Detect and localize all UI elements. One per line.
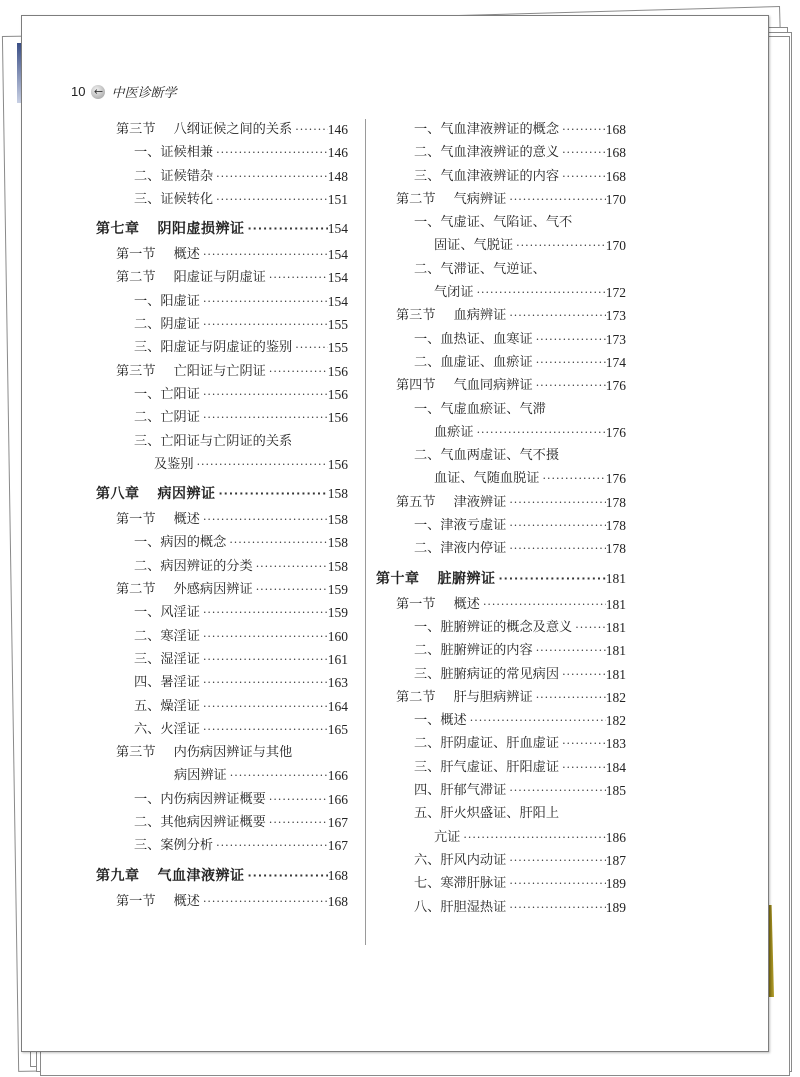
toc-entry-title: 及鉴别 <box>154 456 194 472</box>
toc-entry-item[interactable] <box>96 165 348 188</box>
toc-entry-title: 二、气血两虚证、气不摄 <box>414 448 560 464</box>
toc-page-number: 186 <box>605 829 626 845</box>
toc-entry-title: 一、气血津液辨证的概念 <box>414 122 560 137</box>
dot-leader <box>200 648 328 671</box>
toc-entry-title-text: 气血津液辨证 <box>157 867 245 884</box>
toc-entry-title: 一、脏腑辨证的概念及意义 <box>414 619 573 635</box>
toc-entry-item[interactable] <box>96 188 348 211</box>
dot-leader <box>467 709 606 732</box>
toc-entry-item[interactable] <box>96 290 348 313</box>
toc-entry-item[interactable] <box>376 779 626 802</box>
dot-leader <box>292 336 328 359</box>
dot-leader <box>266 788 328 811</box>
dot-leader <box>200 508 328 531</box>
toc-page-number: 146 <box>327 122 348 137</box>
toc-page-number: 161 <box>327 651 348 667</box>
dot-leader <box>266 360 328 383</box>
toc-entry-cont[interactable] <box>96 453 348 476</box>
toc-page-number: 156 <box>327 386 348 402</box>
toc-entry-title <box>396 304 506 327</box>
toc-entry-title <box>396 374 533 397</box>
toc-entry-item[interactable] <box>376 537 626 560</box>
toc-entry-title: 三、脏腑病证的常见病因 <box>414 666 560 682</box>
dot-leader <box>200 290 328 313</box>
toc-entry-chapter[interactable] <box>376 567 626 591</box>
toc-page-number: 181 <box>605 596 626 612</box>
toc-entry-title: 一、风淫证 <box>134 605 200 621</box>
toc-entry-title: 病因辨证 <box>174 768 227 784</box>
toc-entry-title: 三、案例分析 <box>134 838 214 854</box>
toc-page-number: 154 <box>327 270 348 286</box>
toc-page-number: 185 <box>605 783 626 799</box>
toc-entry-title <box>116 508 200 531</box>
dot-leader <box>213 834 328 857</box>
dot-leader <box>213 188 328 211</box>
toc-entry-title-text: 外感病因辨证 <box>173 582 253 598</box>
toc-entry-sectcont[interactable] <box>96 764 348 787</box>
toc-entry-cont[interactable] <box>376 467 626 490</box>
toc-entry-title <box>116 360 266 383</box>
toc-entry-section[interactable] <box>96 578 348 601</box>
toc-entry-item[interactable] <box>96 383 348 406</box>
toc-entry-section[interactable] <box>96 508 348 531</box>
toc-entry-title-text: 病因辨证 <box>157 486 216 503</box>
column-divider <box>365 119 366 945</box>
toc-entry-title: 三、肝气虚证、肝阳虚证 <box>414 759 560 775</box>
toc-entry-number: 第五节 <box>396 494 436 510</box>
toc-page-number: 182 <box>605 713 626 729</box>
toc-page-number: 181 <box>605 570 626 586</box>
toc-entry-title: 二、津液内停证 <box>414 541 507 557</box>
toc-entry-number: 第八章 <box>96 486 140 503</box>
toc-page-number: 159 <box>327 582 348 598</box>
toc-entry-number: 第一节 <box>116 893 156 909</box>
toc-entry-title <box>396 593 480 616</box>
toc-entry-chapter[interactable] <box>96 217 348 241</box>
dot-leader <box>200 890 328 913</box>
toc-entry-number: 第二节 <box>396 191 436 207</box>
toc-page-number: 158 <box>327 486 348 502</box>
book-title: 中医诊断学 <box>111 86 177 101</box>
toc-entry-number: 第一节 <box>116 512 156 528</box>
toc-page-number: 163 <box>327 675 348 691</box>
toc-entry-item[interactable] <box>376 118 626 141</box>
toc-entry-section[interactable] <box>376 491 626 514</box>
toc-entry-title: 一、阳虚证 <box>134 293 200 309</box>
dot-leader <box>506 779 605 802</box>
dot-leader <box>533 374 606 397</box>
dot-leader <box>480 593 606 616</box>
toc-entry-item[interactable] <box>376 165 626 188</box>
toc-entry-item[interactable] <box>376 732 626 755</box>
toc-entry-title <box>96 864 245 888</box>
dot-leader <box>245 217 328 241</box>
toc-entry-item[interactable] <box>376 709 626 732</box>
dot-leader <box>200 718 328 741</box>
dot-leader <box>227 764 328 787</box>
dot-leader <box>253 578 328 601</box>
dot-leader <box>216 482 328 506</box>
dot-leader <box>194 453 328 476</box>
toc-entry-number: 第二节 <box>116 270 156 286</box>
dot-leader <box>506 304 605 327</box>
toc-page-number: 158 <box>327 535 348 551</box>
toc-entry-section[interactable] <box>96 890 348 913</box>
toc-page-number: 166 <box>327 768 348 784</box>
toc-entry-title: 二、亡阴证 <box>134 410 200 426</box>
toc-page-number: 168 <box>327 893 348 909</box>
toc-entry-section[interactable] <box>96 243 348 266</box>
toc-entry-item[interactable] <box>96 648 348 671</box>
toc-entry-title <box>396 686 533 709</box>
toc-entry-title-text: 肝与胆病辨证 <box>453 689 533 705</box>
dot-leader <box>506 872 605 895</box>
toc-entry-title: 二、血虚证、血瘀证 <box>414 354 533 370</box>
toc-entry-item[interactable] <box>96 555 348 578</box>
toc-entry-title: 一、气虚血瘀证、气滞 <box>414 401 546 417</box>
dot-leader <box>245 864 328 888</box>
toc-page-number: 176 <box>605 378 626 394</box>
toc-entry-title: 三、证候转化 <box>134 191 214 207</box>
toc-page-number: 176 <box>605 424 626 440</box>
dot-leader <box>506 491 605 514</box>
toc-page-number: 170 <box>605 238 626 254</box>
dot-leader <box>460 826 605 849</box>
toc-entry-title-text: 脏腑辨证 <box>437 570 496 587</box>
toc-entry-title: 五、燥淫证 <box>134 698 200 714</box>
toc-entry-item[interactable] <box>376 663 626 686</box>
toc-entry-title-text: 阳虚证与阴虚证 <box>173 270 266 286</box>
toc-entry-section[interactable] <box>96 118 348 141</box>
toc-entry-title <box>96 217 245 241</box>
toc-entry-title: 三、气血津液辨证的内容 <box>414 168 560 184</box>
toc-entry-item[interactable] <box>96 601 348 624</box>
toc-entry-item[interactable] <box>376 616 626 639</box>
toc-entry-title: 气闭证 <box>434 285 474 301</box>
toc-entry-item[interactable] <box>96 313 348 336</box>
toc-entry-item[interactable] <box>96 141 348 164</box>
dot-leader <box>506 896 605 919</box>
toc-entry-title <box>116 266 266 289</box>
toc-entry-item[interactable] <box>376 211 626 234</box>
toc-page-number: 164 <box>327 698 348 714</box>
toc-entry-title: 三、亡阳证与亡阴证的关系 <box>134 433 293 449</box>
toc-entry-item[interactable] <box>376 258 626 281</box>
toc-entry-title-text: 亡阳证与亡阴证 <box>173 363 266 379</box>
toc-entry-title <box>396 491 506 514</box>
toc-entry-item[interactable] <box>376 141 626 164</box>
toc-entry-item[interactable] <box>96 718 348 741</box>
toc-entry-title: 四、暑淫证 <box>134 675 200 691</box>
toc-entry-title-text: 八纲证候之间的关系 <box>173 122 293 137</box>
toc-page-number: 181 <box>605 666 626 682</box>
toc-entry-title-text: 概述 <box>173 512 200 528</box>
toc-entry-item[interactable] <box>96 811 348 834</box>
toc-entry-item[interactable] <box>376 872 626 895</box>
toc-entry-section[interactable] <box>376 188 626 211</box>
toc-entry-number: 第三节 <box>116 745 156 761</box>
toc-page-number: 148 <box>327 168 348 184</box>
toc-entry-item[interactable] <box>96 625 348 648</box>
toc-entry-title: 一、病因的概念 <box>134 535 227 551</box>
toc-entry-title-text: 概述 <box>453 596 480 612</box>
toc-entry-chapter[interactable] <box>96 482 348 506</box>
toc-entry-title <box>116 890 200 913</box>
toc-page-number: 168 <box>605 168 626 184</box>
toc-entry-title <box>116 118 292 141</box>
toc-entry-title-text: 概述 <box>173 247 200 263</box>
toc-entry-title: 二、其他病因辨证概要 <box>134 815 266 831</box>
dot-leader <box>559 118 606 141</box>
toc-entry-section[interactable] <box>376 593 626 616</box>
toc-page-number: 159 <box>327 605 348 621</box>
running-header <box>71 82 176 101</box>
toc-entry-title: 六、火淫证 <box>134 721 200 737</box>
toc-page-number: 174 <box>605 354 626 370</box>
toc-entry-item[interactable] <box>376 398 626 421</box>
toc-entry-item[interactable] <box>376 639 626 662</box>
dot-leader <box>506 537 605 560</box>
toc-entry-title-text: 血病辨证 <box>453 308 507 324</box>
toc-entry-title <box>376 567 496 591</box>
dot-leader <box>200 625 328 648</box>
toc-entry-section[interactable] <box>96 266 348 289</box>
toc-page-number: 184 <box>605 759 626 775</box>
toc-entry-section[interactable] <box>376 374 626 397</box>
dot-leader <box>533 639 606 662</box>
toc-entry-title: 二、脏腑辨证的内容 <box>414 643 533 659</box>
dot-leader <box>200 695 328 718</box>
toc-entry-item[interactable] <box>376 328 626 351</box>
toc-entry-number: 第一节 <box>396 596 436 612</box>
dot-leader <box>572 616 606 639</box>
toc-entry-number: 第二节 <box>116 582 156 598</box>
toc-entry-title: 一、亡阳证 <box>134 386 200 402</box>
toc-entry-title-text: 津液辨证 <box>453 494 507 510</box>
toc-left-column <box>96 118 348 913</box>
toc-entry-title: 二、阴虚证 <box>134 317 200 333</box>
back-arrow-icon: ← <box>91 85 105 99</box>
toc-entry-title: 一、内伤病因辨证概要 <box>134 791 266 807</box>
toc-page-number: 154 <box>327 293 348 309</box>
toc-entry-cont[interactable] <box>376 234 626 257</box>
dot-leader <box>506 849 605 872</box>
toc-entry-title: 三、阳虚证与阴虚证的鉴别 <box>134 340 293 356</box>
toc-page-number: 167 <box>327 838 348 854</box>
toc-entry-item[interactable] <box>376 802 626 825</box>
toc-entry-title-text: 阴阳虚损辨证 <box>157 221 245 238</box>
toc-entry-item[interactable] <box>96 406 348 429</box>
toc-page-number: 173 <box>605 331 626 347</box>
dot-leader <box>253 555 328 578</box>
dot-leader <box>200 406 328 429</box>
toc-entry-title: 三、湿淫证 <box>134 651 200 667</box>
toc-entry-title: 亢证 <box>434 829 461 845</box>
dot-leader <box>213 141 328 164</box>
toc-entry-item[interactable] <box>96 430 348 453</box>
toc-entry-title: 一、气虚证、气陷证、气不 <box>414 215 573 231</box>
toc-page-number: 183 <box>605 736 626 752</box>
dot-leader <box>506 514 605 537</box>
dot-leader <box>200 243 328 266</box>
toc-entry-item[interactable] <box>96 695 348 718</box>
toc-entry-item[interactable] <box>96 834 348 857</box>
dot-leader <box>266 811 328 834</box>
toc-page-number: 146 <box>327 145 348 161</box>
toc-entry-item[interactable] <box>96 531 348 554</box>
toc-entry-title: 血瘀证 <box>434 424 474 440</box>
dot-leader <box>533 328 606 351</box>
toc-entry-title: 二、气滞证、气逆证、 <box>414 261 546 277</box>
toc-entry-item[interactable] <box>376 756 626 779</box>
toc-page-number: 168 <box>605 145 626 161</box>
dot-leader <box>540 467 606 490</box>
toc-page-number: 170 <box>605 191 626 207</box>
toc-entry-title: 八、肝胆湿热证 <box>414 899 507 915</box>
toc-entry-title-text: 气血同病辨证 <box>453 378 533 394</box>
toc-page-number: 158 <box>327 512 348 528</box>
toc-page-number: 173 <box>605 308 626 324</box>
dot-leader <box>200 601 328 624</box>
dot-leader <box>474 421 606 444</box>
toc-entry-title: 二、证候错杂 <box>134 168 214 184</box>
toc-entry-cont[interactable] <box>376 826 626 849</box>
toc-entry-title-text: 气病辨证 <box>453 191 507 207</box>
toc-entry-item[interactable] <box>376 514 626 537</box>
toc-page-number: 178 <box>605 518 626 534</box>
toc-entry-section[interactable] <box>376 686 626 709</box>
toc-entry-item[interactable] <box>96 788 348 811</box>
toc-entry-title: 一、概述 <box>414 713 467 729</box>
dot-leader <box>533 686 606 709</box>
toc-entry-title: 二、病因辨证的分类 <box>134 558 253 574</box>
toc-entry-item[interactable] <box>96 671 348 694</box>
page-number: 10 <box>71 84 86 99</box>
toc-entry-title: 六、肝风内动证 <box>414 852 507 868</box>
toc-entry-section[interactable] <box>96 741 348 764</box>
dot-leader <box>559 756 606 779</box>
toc-entry-number: 第二节 <box>396 689 436 705</box>
toc-entry-title <box>396 188 506 211</box>
toc-entry-title: 固证、气脱证 <box>434 238 514 254</box>
toc-page-number: 181 <box>605 619 626 635</box>
toc-entry-title: 一、证候相兼 <box>134 145 214 161</box>
dot-leader <box>506 188 605 211</box>
dot-leader <box>533 351 606 374</box>
dot-leader <box>200 671 328 694</box>
toc-entry-section[interactable] <box>96 360 348 383</box>
dot-leader <box>559 141 606 164</box>
toc-page-number: 158 <box>327 558 348 574</box>
dot-leader <box>200 313 328 336</box>
toc-entry-number: 第三节 <box>396 308 436 324</box>
toc-page-number: 156 <box>327 410 348 426</box>
dot-leader <box>559 165 606 188</box>
toc-entry-number: 第七章 <box>96 221 140 238</box>
dot-leader <box>474 281 606 304</box>
toc-entry-number: 第四节 <box>396 378 436 394</box>
toc-page-number: 187 <box>605 852 626 868</box>
dot-leader <box>513 234 606 257</box>
toc-entry-cont[interactable] <box>376 421 626 444</box>
toc-entry-title: 七、寒滞肝脉证 <box>414 876 507 892</box>
dot-leader <box>292 118 328 141</box>
toc-page-number: 154 <box>327 247 348 263</box>
dot-leader <box>226 531 327 554</box>
toc-entry-section[interactable] <box>376 304 626 327</box>
toc-entry-chapter[interactable] <box>96 864 348 888</box>
toc-page-number: 151 <box>327 191 348 207</box>
toc-entry-title: 一、津液亏虚证 <box>414 518 507 534</box>
toc-entry-number: 第一节 <box>116 247 156 263</box>
toc-entry-title: 血证、气随血脱证 <box>434 471 540 487</box>
toc-entry-title-text: 概述 <box>173 893 200 909</box>
toc-page-number: 172 <box>605 285 626 301</box>
toc-page-number: 166 <box>327 791 348 807</box>
toc-page-number: 178 <box>605 541 626 557</box>
toc-page-number: 156 <box>327 363 348 379</box>
toc-entry-item[interactable] <box>96 336 348 359</box>
toc-entry-item[interactable] <box>376 849 626 872</box>
toc-page-number: 189 <box>605 899 626 915</box>
toc-page-number: 156 <box>327 456 348 472</box>
toc-page-number: 182 <box>605 689 626 705</box>
toc-entry-cont[interactable] <box>376 281 626 304</box>
toc-entry-title: 一、血热证、血寒证 <box>414 331 533 347</box>
toc-page-number: 189 <box>605 876 626 892</box>
dot-leader <box>559 732 606 755</box>
toc-page-number: 155 <box>327 317 348 333</box>
toc-page-number: 168 <box>327 867 348 883</box>
dot-leader <box>559 663 606 686</box>
toc-entry-title: 四、肝郁气滞证 <box>414 783 507 799</box>
toc-page-number: 160 <box>327 628 348 644</box>
toc-entry-title: 二、气血津液辨证的意义 <box>414 145 560 161</box>
toc-entry-title-text: 内伤病因辨证与其他 <box>173 745 293 761</box>
toc-entry-number: 第十章 <box>376 570 420 587</box>
toc-entry-item[interactable] <box>376 896 626 919</box>
dot-leader <box>496 567 606 591</box>
toc-page-number: 167 <box>327 815 348 831</box>
toc-page-number: 154 <box>327 221 348 237</box>
toc-page-number: 155 <box>327 340 348 356</box>
dot-leader <box>266 266 328 289</box>
toc-page-number: 178 <box>605 494 626 510</box>
toc-page-number: 181 <box>605 643 626 659</box>
toc-entry-title <box>96 482 216 506</box>
toc-entry-number: 第三节 <box>116 122 156 137</box>
toc-page-number: 176 <box>605 471 626 487</box>
dot-leader <box>200 383 328 406</box>
toc-page-number: 165 <box>327 721 348 737</box>
toc-page-number: 168 <box>605 122 626 137</box>
toc-entry-item[interactable] <box>376 351 626 374</box>
toc-entry-title: 二、寒淫证 <box>134 628 200 644</box>
toc-entry-number: 第三节 <box>116 363 156 379</box>
dot-leader <box>213 165 328 188</box>
toc-entry-title: 二、肝阴虚证、肝血虚证 <box>414 736 560 752</box>
toc-entry-number: 第九章 <box>96 867 140 884</box>
toc-entry-title <box>116 741 292 764</box>
toc-entry-title <box>116 243 200 266</box>
toc-entry-title <box>116 578 253 601</box>
toc-entry-item[interactable] <box>376 444 626 467</box>
toc-entry-title: 五、肝火炽盛证、肝阳上 <box>414 806 560 822</box>
toc-right-column <box>376 118 626 919</box>
